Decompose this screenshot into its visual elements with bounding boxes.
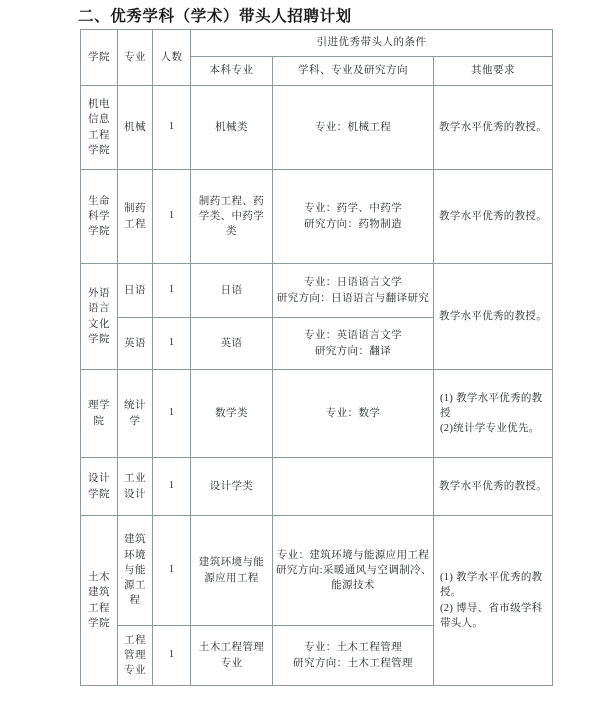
cell-direction: 专业：日语语言文学 研究方向：日语语言与翻译研究	[273, 264, 434, 318]
cell-major: 英语	[118, 318, 153, 370]
cell-count: 1	[153, 264, 191, 318]
column-header-other: 其他要求	[434, 57, 553, 86]
cell-direction: 专业：数学	[273, 370, 434, 458]
cell-count: 1	[153, 458, 191, 516]
column-header-undergrad: 本科专业	[191, 57, 273, 86]
cell-undergrad: 数学类	[191, 370, 273, 458]
cell-direction: 专业：药学、中药学 研究方向：药物制造	[273, 170, 434, 264]
table-row	[81, 170, 553, 264]
column-header-major: 专业	[118, 30, 153, 86]
column-header-count: 人数	[153, 30, 191, 86]
cell-direction	[273, 458, 434, 516]
cell-direction: 专业：土木工程管理 研究方向：土木工程管理	[273, 626, 434, 686]
cell-undergrad: 建筑环境与能源应用工程	[191, 516, 273, 626]
table-header	[81, 30, 553, 86]
cell-college: 外语语言文化学院	[81, 264, 118, 370]
table-body	[81, 86, 553, 686]
cell-count: 1	[153, 318, 191, 370]
cell-major: 日语	[118, 264, 153, 318]
column-header-direction: 学科、专业及研究方向	[273, 57, 434, 86]
cell-college: 生命科学学院	[81, 170, 118, 264]
cell-other: 教学水平优秀的教授。	[434, 170, 553, 264]
page-title: 二、优秀学科（学术）带头人招聘计划	[78, 7, 352, 25]
cell-undergrad: 英语	[191, 318, 273, 370]
cell-direction: 专业：机械工程	[273, 86, 434, 170]
cell-other: 教学水平优秀的教授。	[434, 458, 553, 516]
cell-major: 制药工程	[118, 170, 153, 264]
cell-college: 设计学院	[81, 458, 118, 516]
cell-count: 1	[153, 516, 191, 626]
table-row	[81, 86, 553, 170]
cell-major: 统计学	[118, 370, 153, 458]
table-row	[81, 458, 553, 516]
cell-count: 1	[153, 170, 191, 264]
cell-direction: 专业：建筑环境与能源应用工程 研究方向:采暖通风与空调制冷、 能源技术	[273, 516, 434, 626]
cell-direction: 专业：英语语言文学 研究方向：翻译	[273, 318, 434, 370]
cell-college: 土木建筑工程学院	[81, 516, 118, 686]
cell-undergrad: 设计学类	[191, 458, 273, 516]
cell-undergrad: 日语	[191, 264, 273, 318]
column-header-group-conditions: 引进优秀带头人的条件	[191, 30, 553, 57]
cell-major: 工程管理专业	[118, 626, 153, 686]
cell-college: 理学院	[81, 370, 118, 458]
cell-other: 教学水平优秀的教授。	[434, 264, 553, 370]
cell-undergrad: 土木工程管理专业	[191, 626, 273, 686]
table-row	[81, 370, 553, 458]
cell-count: 1	[153, 86, 191, 170]
cell-undergrad: 机械类	[191, 86, 273, 170]
cell-major: 机械	[118, 86, 153, 170]
table-row	[81, 264, 553, 318]
cell-major: 建筑环境与能源工程	[118, 516, 153, 626]
cell-other: (1) 教学水平优秀的教 授。 (2) 博导、省市级学科 带头人。	[434, 516, 553, 686]
cell-count: 1	[153, 626, 191, 686]
table-row	[81, 516, 553, 626]
table-header-row-group	[81, 30, 553, 57]
recruitment-plan-table-container	[80, 29, 552, 686]
cell-undergrad: 制药工程、药学类、中药学类	[191, 170, 273, 264]
recruitment-plan-table	[80, 29, 553, 686]
cell-major: 工业设计	[118, 458, 153, 516]
cell-count: 1	[153, 370, 191, 458]
cell-college: 机电信息工程学院	[81, 86, 118, 170]
cell-other: 教学水平优秀的教授。	[434, 86, 553, 170]
cell-other: (1) 教学水平优秀的教 授 (2)统计学专业优先。	[434, 370, 553, 458]
column-header-college: 学院	[81, 30, 118, 86]
